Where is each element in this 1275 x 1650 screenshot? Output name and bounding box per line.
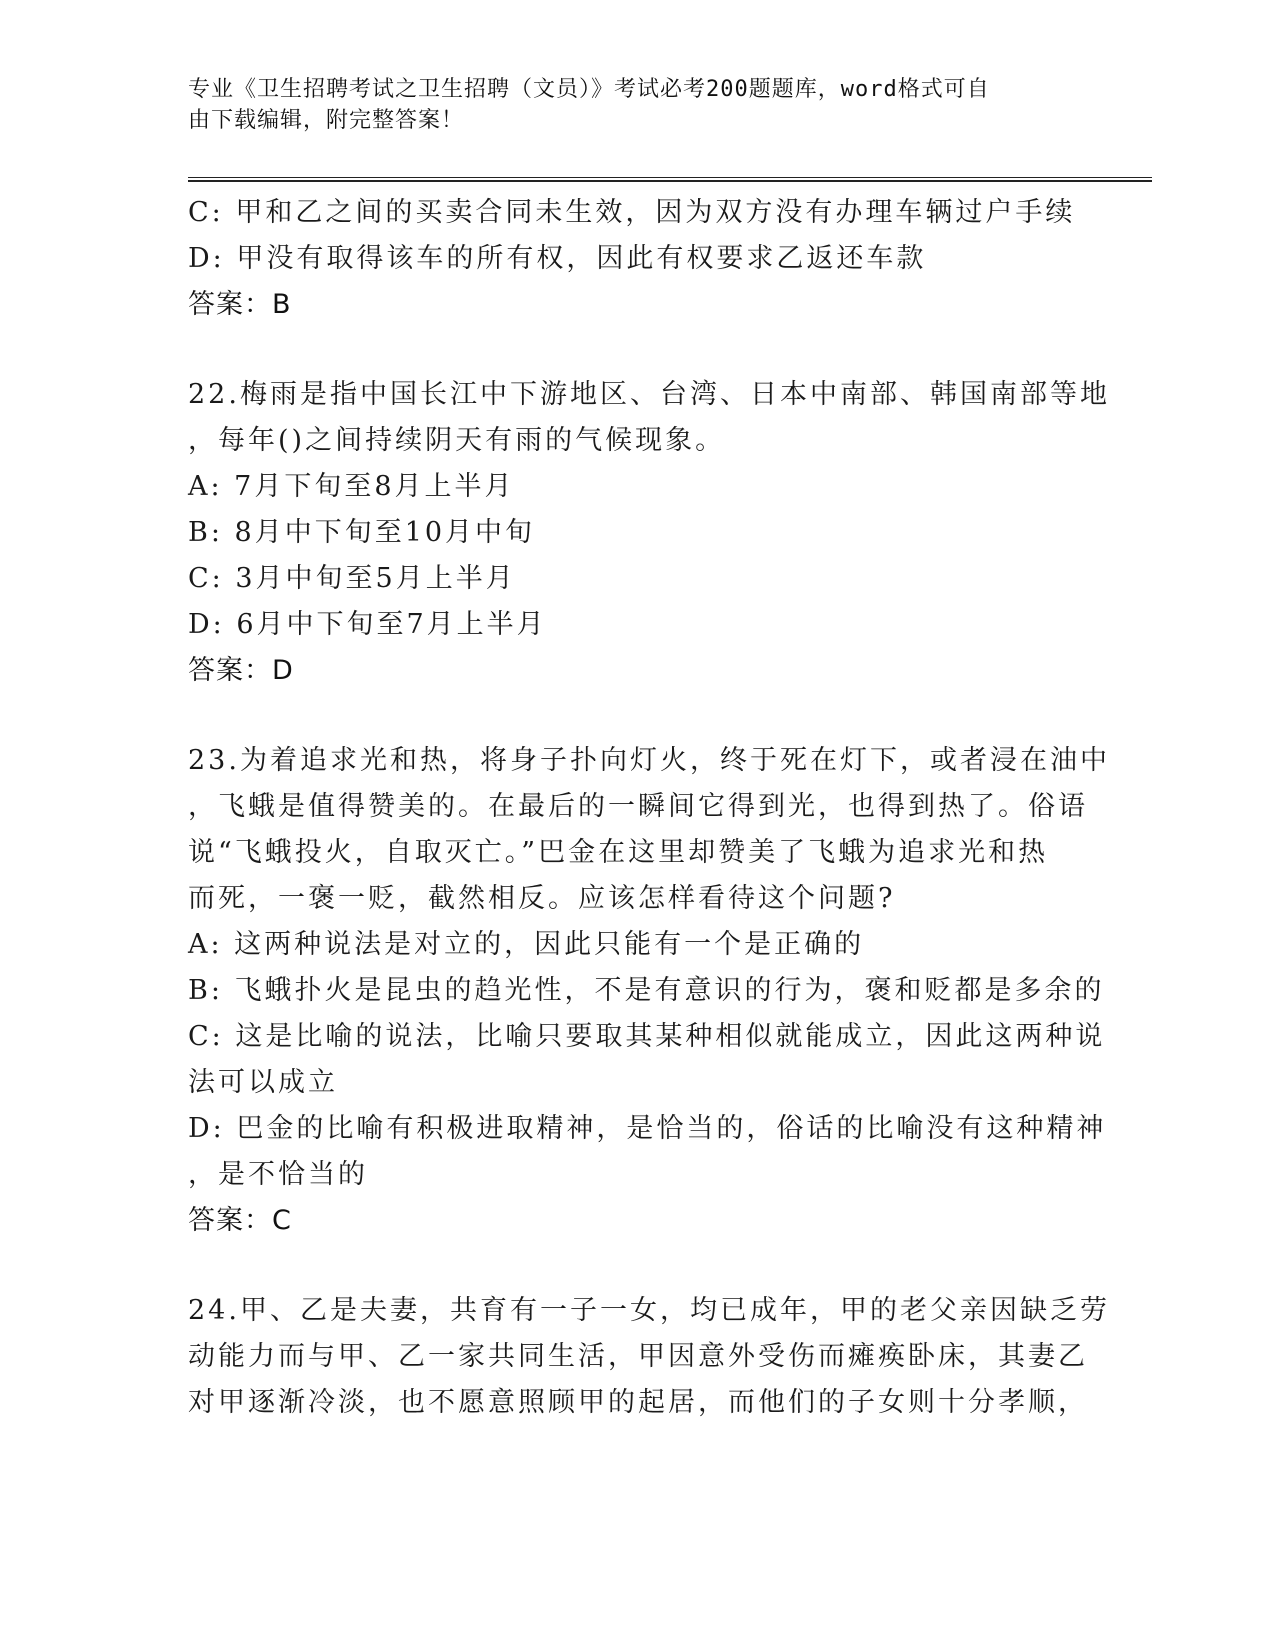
option-a: A: 7月下旬至8月上半月 <box>188 471 515 502</box>
spacer <box>188 1244 1078 1288</box>
answer-line: 答案：D <box>188 655 294 686</box>
header-divider-thick <box>188 180 1152 182</box>
question-22 <box>188 372 1110 694</box>
document-header <box>188 74 1068 136</box>
option-b: B: 8月中下旬至10月中旬 <box>188 517 536 548</box>
option-d-continued: ，是不恰当的 <box>188 1159 368 1190</box>
answer-line: 答案：B <box>188 289 292 320</box>
question-stem-line: 说“飞蛾投火，自取灭亡。”巴金在这里却赞美了飞蛾为追求光和热 <box>188 837 1049 868</box>
spacer <box>188 694 1078 738</box>
option-c-continued: 法可以成立 <box>188 1067 338 1098</box>
question-stem-line: 24.甲、乙是夫妻，共育有一子一女，均已成年，甲的老父亲因缺乏劳 <box>188 1295 1110 1326</box>
option-c: C: 甲和乙之间的买卖合同未生效，因为双方没有办理车辆过户手续 <box>188 197 1076 228</box>
header-line: 由下载编辑，附完整答案！ <box>188 108 465 133</box>
option-c: C: 这是比喻的说法，比喻只要取其某种相似就能成立，因此这两种说 <box>188 1021 1106 1052</box>
option-a: A: 这两种说法是对立的，因此只能有一个是正确的 <box>188 929 865 960</box>
question-21-tail <box>188 190 1078 328</box>
option-d: D: 6月中下旬至7月上半月 <box>188 609 547 640</box>
question-stem-line: 而死，一褒一贬，截然相反。应该怎样看待这个问题? <box>188 883 896 914</box>
header-line: 专业《卫生招聘考试之卫生招聘（文员）》考试必考200题题库，word格式可自 <box>188 77 990 102</box>
document-body <box>188 190 1110 1426</box>
option-d: D: 甲没有取得该车的所有权，因此有权要求乙返还车款 <box>188 243 927 274</box>
question-stem-line: 22.梅雨是指中国长江中下游地区、台湾、日本中南部、韩国南部等地 <box>188 379 1110 410</box>
question-23 <box>188 738 1110 1244</box>
question-stem-line: ，每年()之间持续阴天有雨的气候现象。 <box>188 425 726 456</box>
option-d: D: 巴金的比喻有积极进取精神，是恰当的，俗话的比喻没有这种精神 <box>188 1113 1107 1144</box>
question-24 <box>188 1288 1110 1426</box>
question-stem-line: ，飞蛾是值得赞美的。在最后的一瞬间它得到光，也得到热了。俗语 <box>188 791 1088 822</box>
header-divider-thin <box>188 177 1152 178</box>
question-stem-line: 动能力而与甲、乙一家共同生活，甲因意外受伤而瘫痪卧床，其妻乙 <box>188 1341 1088 1372</box>
question-stem-line: 对甲逐渐冷淡，也不愿意照顾甲的起居，而他们的子女则十分孝顺， <box>188 1387 1088 1418</box>
answer-line: 答案：C <box>188 1205 292 1236</box>
option-c: C: 3月中旬至5月上半月 <box>188 563 516 594</box>
option-b: B: 飞蛾扑火是昆虫的趋光性，不是有意识的行为，褒和贬都是多余的 <box>188 975 1105 1006</box>
spacer <box>188 328 1078 372</box>
question-stem-line: 23.为着追求光和热，将身子扑向灯火，终于死在灯下，或者浸在油中 <box>188 745 1110 776</box>
